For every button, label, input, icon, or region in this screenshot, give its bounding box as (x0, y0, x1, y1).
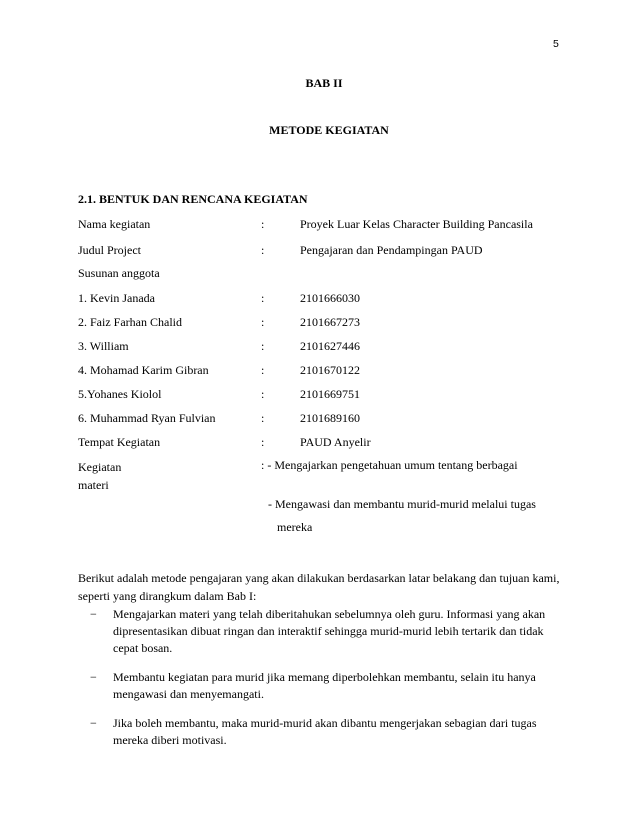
info-separator: : (261, 217, 265, 231)
info-label: 1. Kevin Janada (78, 291, 155, 305)
page-number: 5 (553, 38, 559, 50)
info-row-susunan-anggota (78, 266, 568, 282)
kegiatan-item-1: : - Mengajarkan pengetahuan umum tentang berbagai (261, 458, 518, 472)
info-value: PAUD Anyelir (300, 435, 371, 449)
info-label: 2. Faiz Farhan Chalid (78, 315, 182, 329)
info-separator: : (261, 387, 265, 401)
info-separator: : (261, 243, 265, 257)
info-value: Pengajaran dan Pendampingan PAUD (300, 243, 483, 257)
list-item-text: Mengajarkan materi yang telah diberitahukan sebelumnya oleh guru. Informasi yang akan dipresentasikan dibuat ringan dan interaktif sehingga murid-murid lebih tertarik dan tidak cepat bosan. (113, 607, 546, 655)
info-label: 3. William (78, 339, 129, 353)
info-separator: : (261, 339, 265, 353)
info-separator: : (261, 291, 265, 305)
intro-paragraph: Berikut adalah metode pengajaran yang akan dilakukan berdasarkan latar belakang dan tujuan kami, seperti yang dirangkum dalam Bab I: (78, 571, 560, 603)
info-value: 2101627446 (300, 339, 360, 353)
info-label: 5.Yohanes Kiolol (78, 387, 162, 401)
info-separator: : (261, 411, 265, 425)
dash-bullet: − (90, 716, 97, 730)
info-value: 2101669751 (300, 387, 360, 401)
info-value: 2101670122 (300, 363, 360, 377)
info-label: Nama kegiatan (78, 217, 151, 231)
info-label: 4. Mohamad Karim Gibran (78, 363, 209, 377)
info-separator: : (261, 435, 265, 449)
kegiatan-item-2: - Mengawasi dan membantu murid-murid melalui tugas (268, 497, 536, 511)
info-row-member-1 (78, 291, 568, 307)
info-value: 2101667273 (300, 315, 360, 329)
info-row-member-3 (78, 339, 568, 355)
info-separator: : (261, 363, 265, 377)
list-item (90, 715, 570, 749)
info-row-tempat-kegiatan (78, 435, 568, 451)
kegiatan-label (78, 458, 121, 494)
list-item (90, 606, 570, 657)
list-item-text: Jika boleh membantu, maka murid-murid akan dibantu mengerjakan sebagian dari tugas mereka diberi motivasi. (113, 716, 537, 747)
info-label: Tempat Kegiatan (78, 435, 161, 449)
info-label: Susunan anggota (78, 266, 160, 280)
info-row-member-6 (78, 411, 568, 427)
info-row-member-4 (78, 363, 568, 379)
dash-bullet: − (90, 670, 97, 684)
info-value: Proyek Luar Kelas Character Building Pancasila (300, 217, 533, 231)
chapter-title: METODE KEGIATAN (269, 123, 389, 137)
kegiatan-item-2-continued: mereka (277, 520, 313, 534)
info-row-nama-kegiatan (78, 217, 568, 233)
info-row-member-2 (78, 315, 568, 331)
list-item-text: Membantu kegiatan para murid jika memang diperbolehkan membantu, selain itu hanya mengawasi dan menyemangati. (113, 670, 536, 701)
dash-bullet: − (90, 607, 97, 621)
info-value: 2101666030 (300, 291, 360, 305)
list-item (90, 669, 570, 703)
info-label: 6. Muhammad Ryan Fulvian (78, 411, 216, 425)
info-row-member-5 (78, 387, 568, 403)
chapter-heading: BAB II (305, 76, 343, 90)
info-value: 2101689160 (300, 411, 360, 425)
section-heading: 2.1. BENTUK DAN RENCANA KEGIATAN (78, 192, 308, 206)
info-separator: : (261, 315, 265, 329)
info-row-judul-project (78, 243, 568, 259)
info-label: Judul Project (78, 243, 141, 257)
kegiatan-label-line1: Kegiatan (78, 460, 122, 474)
kegiatan-label-line2: materi (78, 478, 109, 492)
